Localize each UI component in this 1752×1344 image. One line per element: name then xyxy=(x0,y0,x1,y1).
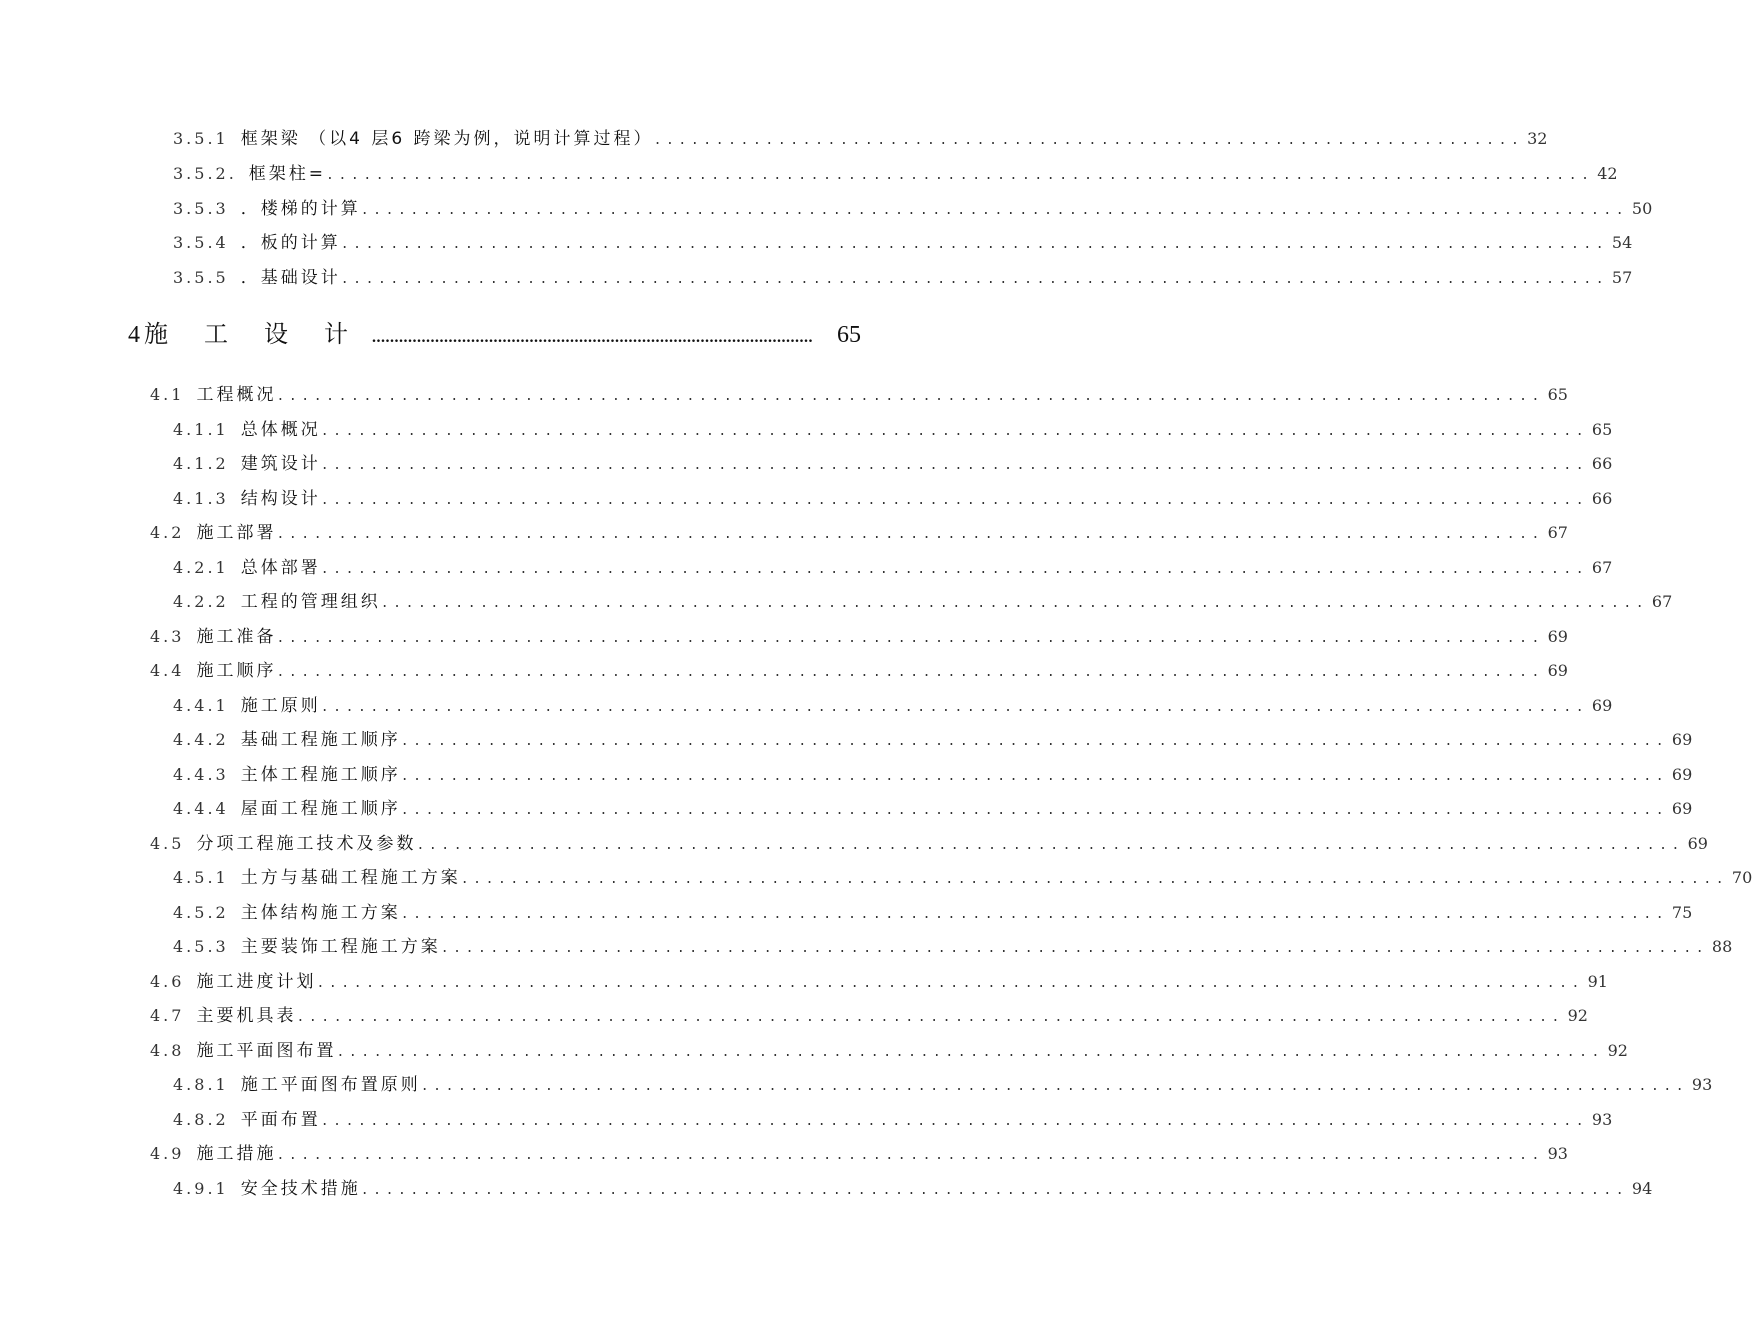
entry-page: 69 xyxy=(1671,765,1693,784)
toc-entry[interactable] xyxy=(173,449,1613,475)
entry-page: 65 xyxy=(1591,420,1613,439)
entry-page: 93 xyxy=(1691,1075,1713,1094)
toc-entry[interactable] xyxy=(173,898,1693,924)
entry-number: 4.3 xyxy=(150,627,185,646)
toc-entry[interactable] xyxy=(173,1174,1653,1200)
toc-entry[interactable] xyxy=(173,691,1613,717)
toc-entry[interactable] xyxy=(173,863,1752,889)
toc-entry[interactable] xyxy=(173,159,1618,185)
dot-leader: ...................................................................................................... xyxy=(276,389,1544,404)
entry-title: 主体工程施工顺序 xyxy=(240,765,401,785)
entry-number: 4.8.2 xyxy=(173,1110,229,1129)
entry-page: 92 xyxy=(1607,1041,1628,1060)
entry-page: 42 xyxy=(1597,164,1618,183)
dot-leader: ...................................................................................................... xyxy=(276,631,1544,646)
toc-entry[interactable] xyxy=(173,415,1613,441)
toc-entry[interactable] xyxy=(150,622,1568,648)
toc-entry[interactable] xyxy=(150,380,1568,406)
entry-page: 32 xyxy=(1527,129,1548,148)
chapter-heading[interactable] xyxy=(128,314,861,350)
entry-title: 工程概况 xyxy=(196,385,277,405)
entry-number: 4.4.3 xyxy=(173,765,229,784)
toc-entry[interactable] xyxy=(173,587,1673,613)
entry-number: 4.5.3 xyxy=(173,937,229,956)
toc-entry[interactable] xyxy=(173,228,1633,254)
entry-number: 4.7 xyxy=(150,1006,185,1025)
entry-number: 4.1.3 xyxy=(173,489,229,508)
entry-page: 75 xyxy=(1671,903,1693,922)
dot-leader: ...................................................................................................... xyxy=(400,907,1669,922)
dot-leader: ...................................................................................................... xyxy=(380,596,1649,611)
toc-entry[interactable] xyxy=(173,725,1693,751)
entry-page: 70 xyxy=(1731,868,1752,887)
entry-page: 94 xyxy=(1631,1179,1653,1198)
entry-page: 69 xyxy=(1687,834,1708,853)
entry-page: 57 xyxy=(1611,268,1633,287)
dot-leader: ...................................................................................................... xyxy=(276,527,1544,542)
entry-title: ．基础设计 xyxy=(240,268,341,288)
entry-page: 66 xyxy=(1591,454,1613,473)
dot-leader: ...................................................................................................... xyxy=(316,976,1584,991)
entry-title: 屋面工程施工顺序 xyxy=(240,799,401,819)
entry-title: 总体概况 xyxy=(240,420,321,440)
entry-title: 总体部署 xyxy=(240,558,321,578)
entry-page: 91 xyxy=(1587,972,1608,991)
dot-leader: ...................................................................... xyxy=(653,133,1524,148)
entry-page: 69 xyxy=(1547,661,1568,680)
entry-title: ．板的计算 xyxy=(240,233,341,253)
entry-title: 工程的管理组织 xyxy=(240,592,381,612)
entry-title: 框架梁 （以4 层6 跨梁为例，说明计算过程） xyxy=(240,129,654,149)
dot-leader: ...................................................................................................... xyxy=(340,272,1609,287)
entry-number: 3.5.3 xyxy=(173,199,229,218)
entry-title: 分项工程施工技术及参数 xyxy=(196,834,417,854)
entry-page: 69 xyxy=(1671,799,1693,818)
entry-number: 4.2.2 xyxy=(173,592,229,611)
dot-leader: ...................................................................................................... xyxy=(320,562,1589,577)
entry-number: 4.8 xyxy=(150,1041,185,1060)
toc-entry[interactable] xyxy=(150,1139,1568,1165)
toc-entry[interactable] xyxy=(173,1105,1613,1131)
entry-page: 67 xyxy=(1591,558,1613,577)
entry-page: 93 xyxy=(1547,1144,1568,1163)
entry-page: 69 xyxy=(1671,730,1693,749)
entry-title: ．楼梯的计算 xyxy=(240,199,361,219)
entry-page: 92 xyxy=(1567,1006,1588,1025)
entry-title: 基础工程施工顺序 xyxy=(240,730,401,750)
entry-page: 66 xyxy=(1591,489,1613,508)
entry-number: 4.9.1 xyxy=(173,1179,229,1198)
dot-leader: ...................................................................................................... xyxy=(276,665,1544,680)
dot-leader: ...................................................................................................... xyxy=(320,1114,1589,1129)
entry-title: 框架柱= xyxy=(248,164,327,184)
toc-entry[interactable] xyxy=(173,124,1548,150)
entry-number: 4.5.2 xyxy=(173,903,229,922)
dot-leader: ...................................................................................................... xyxy=(320,493,1589,508)
entry-page: 69 xyxy=(1547,627,1568,646)
dot-leader: ...................................................................................................... xyxy=(416,838,1684,853)
entry-number: 4.1.1 xyxy=(173,420,229,439)
toc-entry[interactable] xyxy=(150,1036,1628,1062)
entry-page: 67 xyxy=(1547,523,1568,542)
toc-entry[interactable] xyxy=(173,760,1693,786)
dot-leader: .................................................................................................. xyxy=(372,329,813,346)
entry-number: 4.1 xyxy=(150,385,185,404)
dot-leader: ...................................................................................................... xyxy=(400,803,1669,818)
entry-title: 施工部署 xyxy=(196,523,277,543)
dot-leader: ...................................................................................................... xyxy=(360,1183,1629,1198)
dot-leader: ...................................................................................................... xyxy=(400,769,1669,784)
dot-leader: ...................................................................................................... xyxy=(400,734,1669,749)
entry-title: 主体结构施工方案 xyxy=(240,903,401,923)
dot-leader: ...................................................................................................... xyxy=(276,1148,1544,1163)
entry-number: 3.5.2. xyxy=(173,164,237,183)
entry-number: 4.9 xyxy=(150,1144,185,1163)
entry-page: 65 xyxy=(1547,385,1568,404)
toc-entry[interactable] xyxy=(173,484,1613,510)
entry-number: 4.4 xyxy=(150,661,185,680)
dot-leader: ...................................................................................................... xyxy=(420,1079,1689,1094)
toc-entry[interactable] xyxy=(173,553,1613,579)
entry-page: 88 xyxy=(1711,937,1733,956)
entry-number: 4.4.1 xyxy=(173,696,229,715)
dot-leader: ...................................................................................................... xyxy=(326,168,1594,183)
entry-title: 施工顺序 xyxy=(196,661,277,681)
entry-title: 安全技术措施 xyxy=(240,1179,361,1199)
toc-entry[interactable] xyxy=(150,967,1608,993)
entry-title: 施工进度计划 xyxy=(196,972,317,992)
entry-number: 4.4.2 xyxy=(173,730,229,749)
entry-number: 4.8.1 xyxy=(173,1075,229,1094)
toc-entry[interactable] xyxy=(150,1001,1588,1027)
dot-leader: ...................................................................................................... xyxy=(440,941,1709,956)
entry-title: 施工平面图布置原则 xyxy=(240,1075,421,1095)
entry-page: 69 xyxy=(1591,696,1613,715)
dot-leader: ...................................................................................................... xyxy=(460,872,1729,887)
entry-number: 4.2 xyxy=(150,523,185,542)
entry-number: 4.5 xyxy=(150,834,185,853)
entry-title: 结构设计 xyxy=(240,489,321,509)
toc-entry[interactable] xyxy=(173,194,1653,220)
entry-number: 4.2.1 xyxy=(173,558,229,577)
toc-entry[interactable] xyxy=(150,518,1568,544)
entry-number: 4.5.1 xyxy=(173,868,229,887)
entry-title: 建筑设计 xyxy=(240,454,321,474)
entry-number: 3.5.1 xyxy=(173,129,229,148)
entry-title: 主要机具表 xyxy=(196,1006,297,1026)
entry-title: 施工措施 xyxy=(196,1144,277,1164)
entry-title: 主要装饰工程施工方案 xyxy=(240,937,441,957)
toc-entry[interactable] xyxy=(173,932,1733,958)
chapter-title: 施工设计 xyxy=(144,320,384,348)
entry-page: 93 xyxy=(1591,1110,1613,1129)
chapter-number: 4 xyxy=(128,322,140,348)
entry-number: 4.4.4 xyxy=(173,799,229,818)
toc-entry[interactable] xyxy=(173,263,1633,289)
entry-title: 施工原则 xyxy=(240,696,321,716)
toc-entry[interactable] xyxy=(173,794,1693,820)
toc-entry[interactable] xyxy=(150,656,1568,682)
entry-page: 67 xyxy=(1651,592,1673,611)
entry-number: 4.6 xyxy=(150,972,185,991)
chapter-page: 65 xyxy=(837,322,861,348)
toc-entry[interactable] xyxy=(150,829,1708,855)
entry-page: 54 xyxy=(1611,233,1633,252)
entry-title: 施工准备 xyxy=(196,627,277,647)
dot-leader: ...................................................................................................... xyxy=(360,203,1629,218)
dot-leader: ...................................................................................................... xyxy=(320,700,1589,715)
entry-title: 土方与基础工程施工方案 xyxy=(240,868,461,888)
dot-leader: ...................................................................................................... xyxy=(296,1010,1564,1025)
entry-number: 3.5.4 xyxy=(173,233,229,252)
dot-leader: ...................................................................................................... xyxy=(320,458,1589,473)
entry-number: 3.5.5 xyxy=(173,268,229,287)
entry-title: 施工平面图布置 xyxy=(196,1041,337,1061)
entry-title: 平面布置 xyxy=(240,1110,321,1130)
entry-page: 50 xyxy=(1631,199,1653,218)
dot-leader: ...................................................................................................... xyxy=(336,1045,1604,1060)
toc-entry[interactable] xyxy=(173,1070,1713,1096)
dot-leader: ...................................................................................................... xyxy=(320,424,1589,439)
dot-leader: ...................................................................................................... xyxy=(340,237,1609,252)
entry-number: 4.1.2 xyxy=(173,454,229,473)
